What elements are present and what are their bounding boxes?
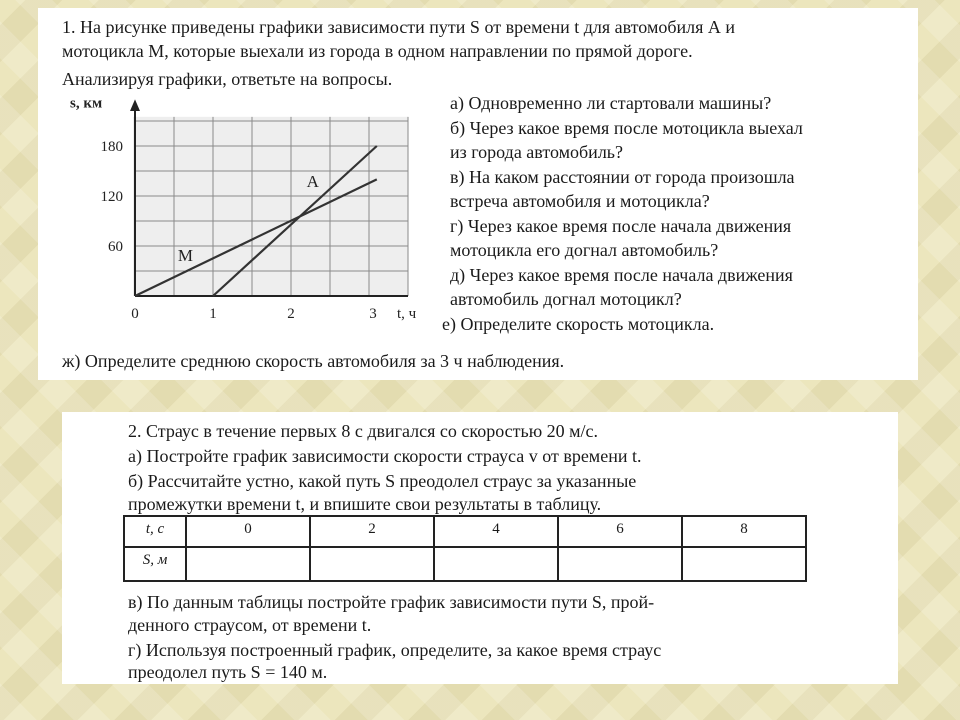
task2-line8: преодолел путь S = 140 м. [128,662,328,682]
task1-question-list [442,92,803,335]
question-v-line2: встреча автомобиля и мотоцикла? [450,191,710,211]
task1-intro-line1: 1. На рисунке приведены графики зависимости пути S от времени t для автомобиля А и [62,17,736,37]
series-label-moto: М [177,246,194,265]
table-cell: 2 [310,516,434,547]
x-tick-label: 2 [287,306,295,322]
table-row-distance [124,547,806,581]
question-g-line1: г) Через какое время после начала движения [450,216,792,236]
table-input-cell[interactable] [186,547,310,581]
table-cell: 6 [558,516,682,547]
x-axis-label: t, ч [397,306,417,322]
table-cell: 8 [682,516,806,547]
x-tick-label: 1 [209,306,217,322]
y-axis-label: s, км [70,95,103,112]
table-input-cell[interactable] [682,547,806,581]
question-d-line2: автомобиль догнал мотоцикл? [450,289,682,309]
distance-time-chart [60,95,430,326]
ostrich-table [123,515,807,582]
table-row-time [124,516,806,547]
chart-svg [60,95,430,326]
task2-line7: г) Используя построенный график, определите, за какое время страус [128,640,662,660]
table-input-cell[interactable] [434,547,558,581]
question-g-line2: мотоцикла его догнал автомобиль? [450,240,719,260]
task1-intro-line2: мотоцикла М, которые выехали из города в одном направлении по прямой дороге. [62,41,693,61]
task2-line4: промежутки времени t, и впишите свои результаты в таблицу. [128,494,602,514]
task1-instruction: Анализируя графики, ответьте на вопросы. [62,69,393,89]
task2-line1: 2. Страус в течение первых 8 с двигался со скоростью 20 м/с. [128,421,599,441]
series-label-car: А [306,171,319,191]
table-header-distance: S, м [124,547,186,581]
table-cell: 4 [434,516,558,547]
table-input-cell[interactable] [310,547,434,581]
table-header-time: t, c [124,516,186,547]
question-zh: ж) Определите среднюю скорость автомобиля за 3 ч наблюдения. [62,351,565,371]
question-a: а) Одновременно ли стартовали машины? [450,93,772,113]
question-b-line2: из города автомобиль? [450,142,623,162]
y-tick-label: 180 [100,139,123,155]
question-b-line1: б) Через какое время после мотоцикла выехал [450,118,803,138]
x-tick-label: 0 [131,306,139,322]
task2-line2: а) Постройте график зависимости скорости страуса v от времени t. [128,446,642,466]
table-cell: 0 [186,516,310,547]
table-input-cell[interactable] [558,547,682,581]
question-e: е) Определите скорость мотоцикла. [442,314,715,334]
x-tick-label: 3 [369,306,377,322]
task1-card [38,8,918,380]
y-axis-arrow [130,99,140,111]
question-v-line1: в) На каком расстоянии от города произошла [450,167,795,187]
task2-card [62,412,898,684]
y-tick-label: 120 [100,189,123,205]
task2-line6: денного страусом, от времени t. [128,615,372,635]
task2-line5: в) По данным таблицы постройте график зависимости пути S, прой- [128,592,655,612]
task2-line3: б) Рассчитайте устно, какой путь S преодолел страус за указанные [128,471,637,491]
question-d-line1: д) Через какое время после начала движения [450,265,793,285]
y-tick-label: 60 [108,239,123,255]
